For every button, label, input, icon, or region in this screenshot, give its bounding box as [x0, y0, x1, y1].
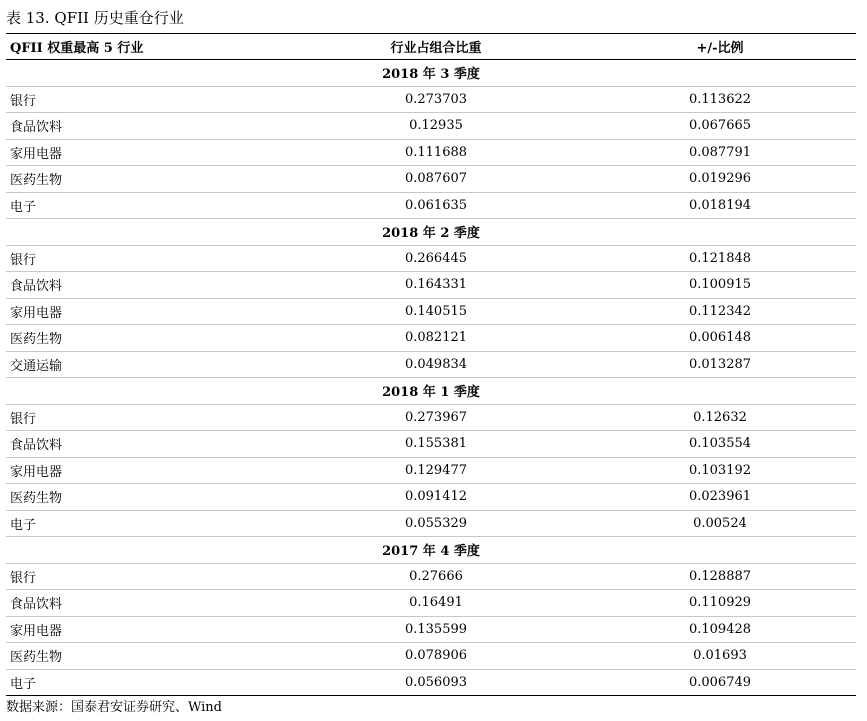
- weight-cell: 0.061635: [404, 197, 468, 213]
- industry-cell: 银行: [10, 411, 37, 427]
- industry-cell: 家用电器: [10, 305, 63, 321]
- weight-cell: 0.164331: [404, 277, 468, 293]
- change-cell: 0.110929: [688, 595, 752, 611]
- group-title-row: [6, 219, 856, 246]
- industry-cell: 医药生物: [10, 650, 63, 666]
- table-row: [6, 670, 856, 697]
- table-header-row: [6, 34, 856, 60]
- industry-cell: 食品饮料: [10, 597, 63, 613]
- weight-cell: 0.087607: [404, 171, 468, 187]
- qfii-industry-table: [6, 33, 856, 696]
- industry-cell: 食品饮料: [10, 279, 63, 295]
- weight-cell: 0.135599: [404, 621, 468, 637]
- weight-cell: 0.140515: [404, 303, 468, 319]
- table-row: [6, 590, 856, 617]
- change-cell: 0.109428: [688, 621, 752, 637]
- table-row: [6, 484, 856, 511]
- weight-cell: 0.273703: [404, 91, 468, 107]
- weight-cell: 0.056093: [404, 674, 468, 690]
- industry-cell: 医药生物: [10, 332, 63, 348]
- change-cell: 0.12632: [693, 409, 747, 425]
- change-cell: 0.103554: [688, 436, 752, 452]
- change-cell: 0.121848: [688, 250, 752, 266]
- group-title-row: [6, 537, 856, 564]
- weight-cell: 0.049834: [404, 356, 468, 372]
- change-cell: 0.112342: [688, 303, 752, 319]
- weight-cell: 0.273967: [404, 409, 468, 425]
- industry-cell: 电子: [10, 517, 37, 533]
- group-title: 2017 年 4 季度: [382, 544, 480, 560]
- weight-cell: 0.27666: [409, 568, 463, 584]
- change-cell: 0.103192: [688, 462, 752, 478]
- change-cell: 0.00524: [693, 515, 747, 531]
- table-row: [6, 113, 856, 140]
- change-cell: 0.006148: [688, 330, 752, 346]
- table-row: [6, 193, 856, 220]
- group-title-row: [6, 60, 856, 87]
- group-title-row: [6, 378, 856, 405]
- header-weight: 行业占组合比重: [390, 41, 482, 56]
- industry-cell: 银行: [10, 93, 37, 109]
- weight-cell: 0.155381: [404, 436, 468, 452]
- industry-cell: 家用电器: [10, 464, 63, 480]
- change-cell: 0.006749: [688, 674, 752, 690]
- weight-cell: 0.055329: [404, 515, 468, 531]
- header-change: +/-比例: [696, 41, 744, 56]
- change-cell: 0.128887: [688, 568, 752, 584]
- table-row: [6, 140, 856, 167]
- industry-cell: 食品饮料: [10, 438, 63, 454]
- change-cell: 0.019296: [688, 171, 752, 187]
- change-cell: 0.01693: [693, 648, 747, 664]
- weight-cell: 0.266445: [404, 250, 468, 266]
- weight-cell: 0.082121: [404, 330, 468, 346]
- table-row: [6, 352, 856, 379]
- table-row: [6, 643, 856, 670]
- table-row: [6, 617, 856, 644]
- group-title: 2018 年 2 季度: [382, 226, 480, 242]
- group-title: 2018 年 1 季度: [382, 385, 480, 401]
- table-row: [6, 405, 856, 432]
- industry-cell: 电子: [10, 199, 37, 215]
- table-row: [6, 272, 856, 299]
- industry-cell: 银行: [10, 252, 37, 268]
- industry-cell: 医药生物: [10, 491, 63, 507]
- table-row: [6, 246, 856, 273]
- table-row: [6, 299, 856, 326]
- table-row: [6, 325, 856, 352]
- weight-cell: 0.12935: [409, 118, 463, 134]
- table-row: [6, 458, 856, 485]
- table-row: [6, 87, 856, 114]
- industry-cell: 食品饮料: [10, 120, 63, 136]
- table-row: [6, 564, 856, 591]
- industry-cell: 家用电器: [10, 623, 63, 639]
- change-cell: 0.023961: [688, 489, 752, 505]
- change-cell: 0.100915: [688, 277, 752, 293]
- industry-cell: 家用电器: [10, 146, 63, 162]
- data-source-note: 数据来源：国泰君安证券研究、Wind: [6, 700, 222, 715]
- weight-cell: 0.111688: [404, 144, 468, 160]
- industry-cell: 交通运输: [10, 358, 63, 374]
- industry-cell: 银行: [10, 570, 37, 586]
- weight-cell: 0.16491: [409, 595, 463, 611]
- weight-cell: 0.091412: [404, 489, 468, 505]
- change-cell: 0.087791: [688, 144, 752, 160]
- weight-cell: 0.078906: [404, 648, 468, 664]
- table-row: [6, 166, 856, 193]
- industry-cell: 医药生物: [10, 173, 63, 189]
- change-cell: 0.018194: [688, 197, 752, 213]
- table-row: [6, 511, 856, 538]
- change-cell: 0.013287: [688, 356, 752, 372]
- industry-cell: 电子: [10, 676, 37, 692]
- change-cell: 0.067665: [688, 118, 752, 134]
- header-industry: QFII 权重最高 5 行业: [10, 41, 144, 56]
- table-row: [6, 431, 856, 458]
- change-cell: 0.113622: [688, 91, 752, 107]
- group-title: 2018 年 3 季度: [382, 67, 480, 83]
- weight-cell: 0.129477: [404, 462, 468, 478]
- table-caption: 表 13. QFII 历史重仓行业: [6, 9, 184, 27]
